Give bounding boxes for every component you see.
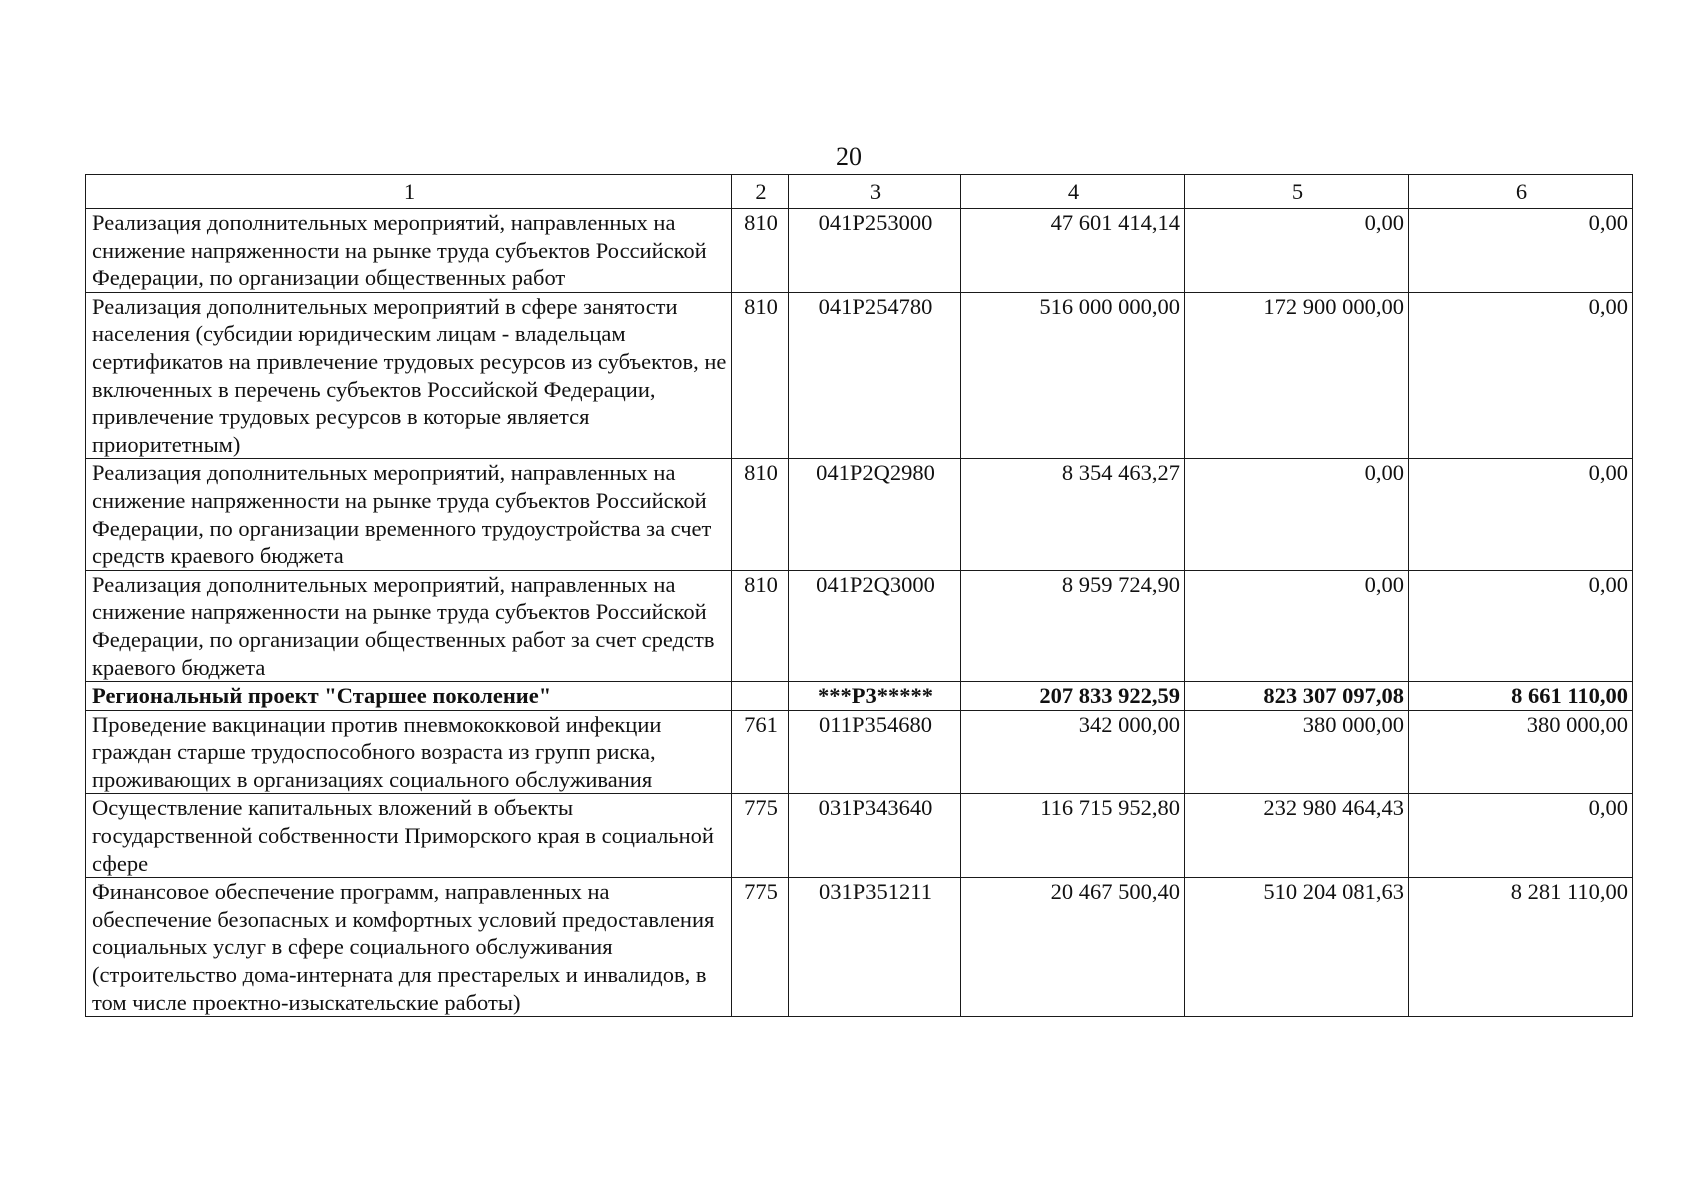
row-name: Реализация дополнительных мероприятий, направленных на снижение напряженности на рынке труда субъектов Российской Федерации, по организации общественных работ — [86, 209, 732, 293]
row-grbs: 761 — [732, 710, 789, 794]
budget-table — [85, 174, 1633, 1017]
row-name: Реализация дополнительных мероприятий, направленных на снижение напряженности на рынке труда субъектов Российской Федерации, по организации общественных работ за счет средств краевого бюджета — [86, 570, 732, 681]
row-code: 031P351211 — [789, 878, 961, 1017]
row-value-4: 8 959 724,90 — [961, 570, 1185, 681]
row-value-4: 516 000 000,00 — [961, 292, 1185, 459]
table-row — [86, 292, 1633, 459]
row-value-6: 0,00 — [1409, 570, 1633, 681]
row-value-4: 8 354 463,27 — [961, 459, 1185, 570]
row-value-5: 172 900 000,00 — [1185, 292, 1409, 459]
row-value-5: 380 000,00 — [1185, 710, 1409, 794]
row-name: Осуществление капитальных вложений в объекты государственной собственности Приморского края в социальной сфере — [86, 794, 732, 878]
row-value-5: 232 980 464,43 — [1185, 794, 1409, 878]
header-col-4: 4 — [961, 175, 1185, 209]
header-col-6: 6 — [1409, 175, 1633, 209]
row-grbs: 810 — [732, 209, 789, 293]
row-code: 041P254780 — [789, 292, 961, 459]
row-value-6: 8 661 110,00 — [1409, 682, 1633, 711]
row-value-4: 342 000,00 — [961, 710, 1185, 794]
row-value-5: 510 204 081,63 — [1185, 878, 1409, 1017]
row-grbs: 775 — [732, 878, 789, 1017]
row-grbs — [732, 682, 789, 711]
row-grbs: 810 — [732, 292, 789, 459]
header-row — [86, 175, 1633, 209]
row-name: Реализация дополнительных мероприятий, направленных на снижение напряженности на рынке труда субъектов Российской Федерации, по организации временного трудоустройства за счет средств краевого бюджета — [86, 459, 732, 570]
table-row — [86, 459, 1633, 570]
row-name: Проведение вакцинации против пневмококковой инфекции граждан старше трудоспособного возраста из групп риска, проживающих в организациях социального обслуживания — [86, 710, 732, 794]
page-number: 20 — [836, 142, 862, 171]
table-row — [86, 794, 1633, 878]
header-col-5: 5 — [1185, 175, 1409, 209]
row-code: 031P343640 — [789, 794, 961, 878]
row-value-6: 0,00 — [1409, 209, 1633, 293]
table-row — [86, 209, 1633, 293]
row-grbs: 810 — [732, 570, 789, 681]
row-code: 041P2Q2980 — [789, 459, 961, 570]
row-value-6: 0,00 — [1409, 292, 1633, 459]
row-code: 041P2Q3000 — [789, 570, 961, 681]
row-value-6: 0,00 — [1409, 794, 1633, 878]
table-row — [86, 570, 1633, 681]
row-value-6: 380 000,00 — [1409, 710, 1633, 794]
row-value-4: 116 715 952,80 — [961, 794, 1185, 878]
table-row-section-total — [86, 682, 1633, 711]
header-col-1: 1 — [86, 175, 732, 209]
row-value-6: 0,00 — [1409, 459, 1633, 570]
row-value-4: 47 601 414,14 — [961, 209, 1185, 293]
table-row — [86, 878, 1633, 1017]
row-value-5: 0,00 — [1185, 459, 1409, 570]
row-grbs: 775 — [732, 794, 789, 878]
row-code: 011P354680 — [789, 710, 961, 794]
row-name: Финансовое обеспечение программ, направленных на обеспечение безопасных и комфортных условий предоставления социальных услуг в сфере социального обслуживания (строительство дома-интерната для престарелых и инвалидов, в том числе проектно-изыскательские работы) — [86, 878, 732, 1017]
row-value-5: 0,00 — [1185, 570, 1409, 681]
row-code: ***P3***** — [789, 682, 961, 711]
table-row — [86, 710, 1633, 794]
row-value-4: 207 833 922,59 — [961, 682, 1185, 711]
row-value-5: 0,00 — [1185, 209, 1409, 293]
row-value-6: 8 281 110,00 — [1409, 878, 1633, 1017]
row-grbs: 810 — [732, 459, 789, 570]
row-value-4: 20 467 500,40 — [961, 878, 1185, 1017]
header-col-2: 2 — [732, 175, 789, 209]
header-col-3: 3 — [789, 175, 961, 209]
row-value-5: 823 307 097,08 — [1185, 682, 1409, 711]
row-code: 041P253000 — [789, 209, 961, 293]
row-name: Региональный проект "Старшее поколение" — [86, 682, 732, 711]
row-name: Реализация дополнительных мероприятий в сфере занятости населения (субсидии юридическим лицам - владельцам сертификатов на привлечение трудовых ресурсов из субъектов, не включенных в перечень субъектов Российской Федерации, привлечение трудовых ресурсов в которые является приоритетным) — [86, 292, 732, 459]
